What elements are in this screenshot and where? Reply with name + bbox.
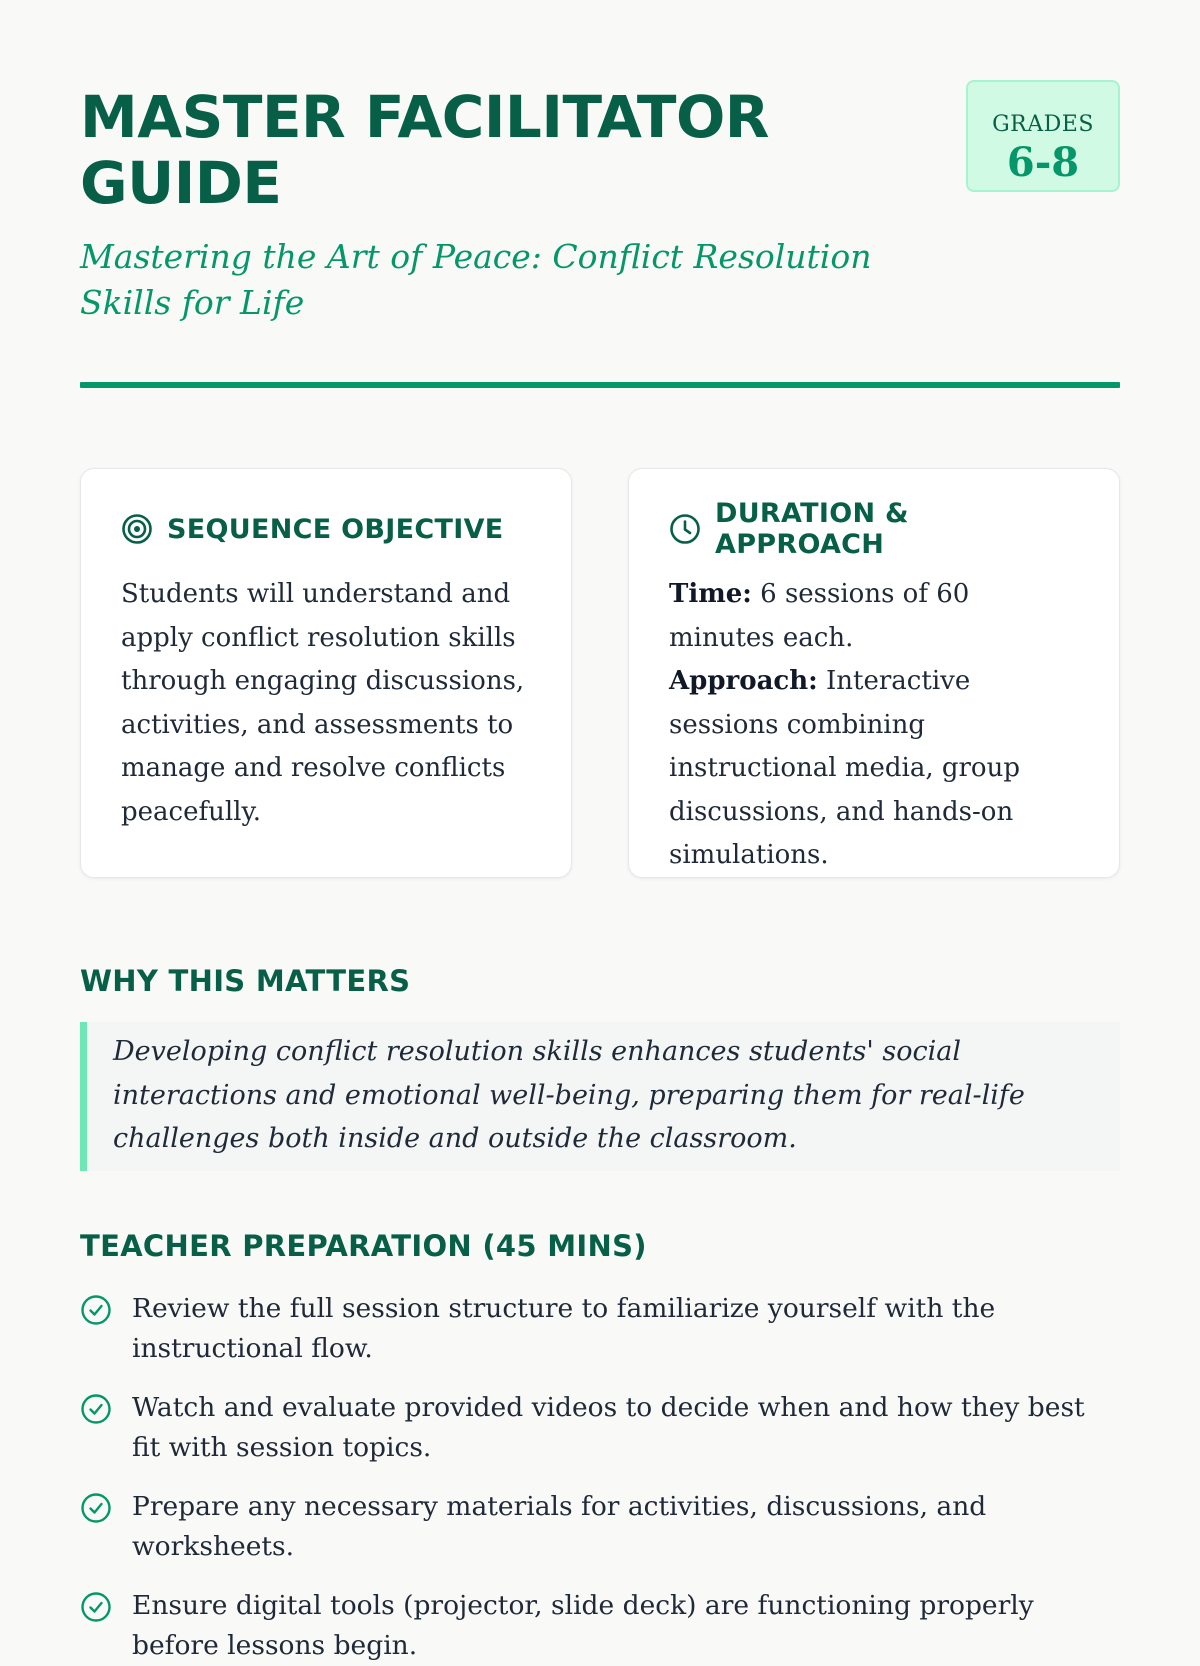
- duration-card-body: [669, 573, 1079, 878]
- list-item-text: Prepare any necessary materials for activities, discussions, and worksheets.: [132, 1490, 987, 1562]
- why-quote: Developing conflict resolution skills enhances students' social interactions and emotional well-being, preparing them for real-life challenges both inside and outside the classroom.: [80, 1022, 1120, 1171]
- objective-card-body: [121, 573, 531, 834]
- header: [80, 80, 1120, 326]
- list-item: [80, 1487, 1120, 1567]
- time-line: [669, 573, 1079, 660]
- list-item: [80, 1388, 1120, 1468]
- list-item-text: Ensure digital tools (projector, slide deck) are functioning properly before lessons begin.: [132, 1589, 1034, 1661]
- objective-text: Students will understand and apply conflict resolution skills through engaging discussions, activities, and assessments to manage and resolve conflicts peacefully.: [121, 579, 525, 827]
- approach-line: [669, 660, 1079, 878]
- duration-card-title: DURATION & APPROACH: [715, 498, 909, 560]
- prep-section-title: TEACHER PREPARATION (45 MINS): [80, 1228, 647, 1263]
- target-icon: [121, 513, 153, 545]
- grade-value: 6-8: [1006, 139, 1080, 186]
- approach-label: Approach:: [669, 666, 818, 696]
- list-item-text: Review the full session structure to familiarize yourself with the instructional flow.: [132, 1292, 996, 1364]
- page-subtitle: Mastering the Art of Peace: Conflict Resolution Skills for Life: [80, 237, 872, 322]
- why-section-title: WHY THIS MATTERS: [80, 964, 411, 998]
- approach-value: Interactive sessions combining instructional media, group discussions, and hands-on simulations.: [669, 666, 1020, 870]
- list-item: [80, 1289, 1120, 1369]
- list-item: [80, 1586, 1120, 1666]
- grade-badge: [966, 80, 1120, 192]
- check-circle-icon: [80, 1393, 112, 1425]
- check-circle-icon: [80, 1294, 112, 1326]
- time-value: 6 sessions of 60 minutes each.: [669, 579, 970, 653]
- objective-card-heading: [121, 509, 531, 549]
- title-block: [80, 80, 960, 326]
- check-circle-icon: [80, 1591, 112, 1623]
- grade-label: GRADES: [992, 112, 1094, 137]
- info-cards: [80, 468, 1120, 878]
- page-title: MASTER FACILITATOR GUIDE: [80, 83, 769, 217]
- duration-card-heading: [669, 498, 1079, 560]
- clock-icon: [669, 513, 701, 545]
- header-divider: [80, 382, 1120, 388]
- list-item-text: Watch and evaluate provided videos to decide when and how they best fit with session topics.: [132, 1391, 1085, 1463]
- check-circle-icon: [80, 1492, 112, 1524]
- duration-card: [628, 468, 1120, 878]
- objective-card: [80, 468, 572, 878]
- time-label: Time:: [669, 579, 752, 609]
- prep-checklist: [80, 1289, 1120, 1666]
- objective-card-title: SEQUENCE OBJECTIVE: [167, 513, 504, 545]
